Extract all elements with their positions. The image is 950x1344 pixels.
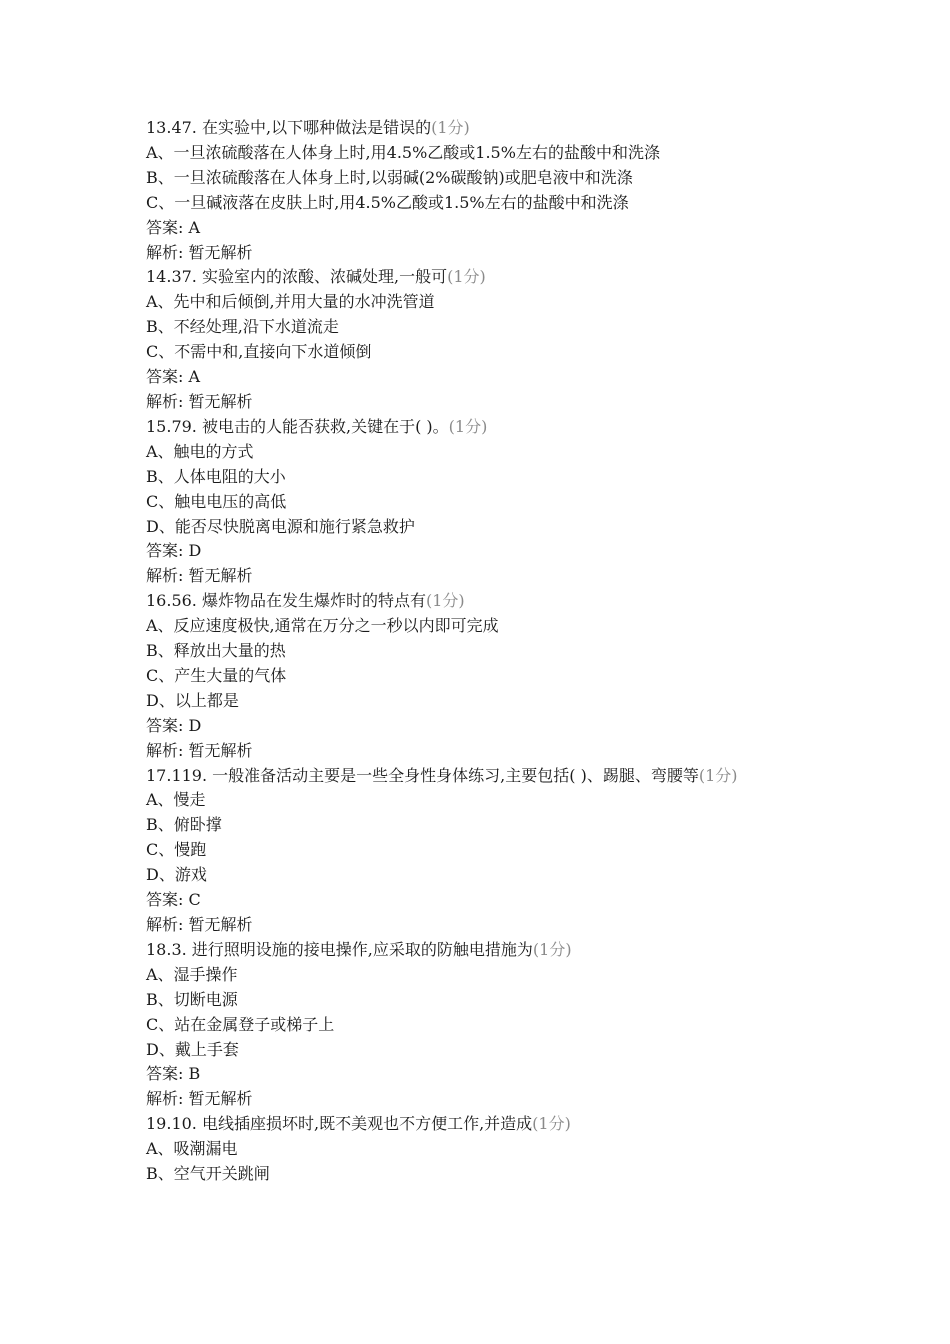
question-text: 16.56. 爆炸物品在发生爆炸时的特点有 (146, 591, 426, 611)
option-a: A、慢走 (146, 790, 206, 810)
score-label: (1分) (532, 939, 572, 959)
question-text: 14.37. 实验室内的浓酸、浓碱处理,一般可 (146, 267, 448, 287)
explanation-line: 解析: 暂无解析 (146, 566, 253, 586)
explanation-line: 解析: 暂无解析 (146, 391, 253, 411)
option-a: A、先中和后倾倒,并用大量的水冲洗管道 (146, 292, 435, 312)
question-text: 19.10. 电线插座损坏时,既不美观也不方便工作,并造成 (146, 1114, 533, 1134)
score-label: (1分) (431, 118, 470, 137)
option-d: D、能否尽快脱离电源和施行紧急救护 (146, 516, 415, 536)
option-a: A、反应速度极快,通常在万分之一秒以内即可完成 (146, 616, 499, 636)
option-b: B、不经处理,沿下水道流走 (146, 317, 339, 337)
answer-line: 答案: D (146, 541, 202, 561)
question-13 (146, 116, 826, 265)
question-stem (146, 415, 826, 440)
option-c: C、站在金属登子或梯子上 (146, 1014, 335, 1034)
answer-line: 答案: A (146, 217, 201, 237)
question-stem (146, 589, 826, 614)
option-c: C、慢跑 (146, 840, 207, 860)
question-stem (146, 938, 826, 963)
score-label: (1分) (447, 267, 486, 287)
option-a: A、吸潮漏电 (146, 1139, 238, 1159)
exam-page (146, 116, 826, 1187)
question-19 (146, 1112, 826, 1187)
question-17 (146, 764, 826, 938)
question-14 (146, 265, 826, 414)
option-d: D、游戏 (146, 865, 207, 885)
option-c: C、产生大量的气体 (146, 665, 287, 685)
explanation-line: 解析: 暂无解析 (146, 242, 253, 262)
option-a: A、一旦浓硫酸落在人体身上时,用4.5%乙酸或1.5%左右的盐酸中和洗涤 (146, 142, 660, 162)
option-c: C、一旦碱液落在皮肤上时,用4.5%乙酸或1.5%左右的盐酸中和洗涤 (146, 192, 629, 212)
question-text: 18.3. 进行照明设施的接电操作,应采取的防触电措施为 (146, 939, 533, 959)
score-label: (1分) (448, 416, 488, 436)
question-stem (146, 764, 826, 789)
answer-line: 答案: A (146, 367, 201, 387)
option-a: A、湿手操作 (146, 964, 238, 984)
question-stem (146, 1112, 826, 1137)
option-b: B、人体电阻的大小 (146, 466, 286, 486)
option-a: A、触电的方式 (146, 441, 254, 461)
option-b: B、释放出大量的热 (146, 641, 286, 661)
explanation-line: 解析: 暂无解析 (146, 740, 253, 760)
explanation-line: 解析: 暂无解析 (146, 1089, 253, 1109)
score-label: (1分) (425, 591, 465, 611)
option-b: B、俯卧撑 (146, 815, 222, 835)
score-label: (1分) (532, 1114, 571, 1134)
question-stem (146, 265, 826, 290)
option-b: B、空气开关跳闸 (146, 1164, 270, 1184)
answer-line: 答案: C (146, 890, 201, 910)
option-c: C、不需中和,直接向下水道倾倒 (146, 342, 372, 362)
option-d: D、戴上手套 (146, 1039, 239, 1059)
question-stem (146, 116, 826, 141)
option-b: B、切断电源 (146, 989, 238, 1009)
explanation-line: 解析: 暂无解析 (146, 915, 253, 934)
answer-line: 答案: D (146, 715, 202, 735)
question-text: 13.47. 在实验中,以下哪种做法是错误的 (146, 118, 432, 137)
question-18 (146, 938, 826, 1112)
question-15 (146, 415, 826, 589)
option-c: C、触电电压的高低 (146, 491, 287, 511)
option-d: D、以上都是 (146, 690, 239, 710)
option-b: B、一旦浓硫酸落在人体身上时,以弱碱(2%碳酸钠)或肥皂液中和洗涤 (146, 167, 633, 187)
answer-line: 答案: B (146, 1064, 201, 1084)
score-label: (1分) (698, 765, 738, 785)
question-text: 17.119. 一般准备活动主要是一些全身性身体练习,主要包括( )、踢腿、弯腰等 (146, 765, 699, 785)
question-16 (146, 589, 826, 763)
question-text: 15.79. 被电击的人能否获救,关键在于( )。 (146, 416, 449, 436)
